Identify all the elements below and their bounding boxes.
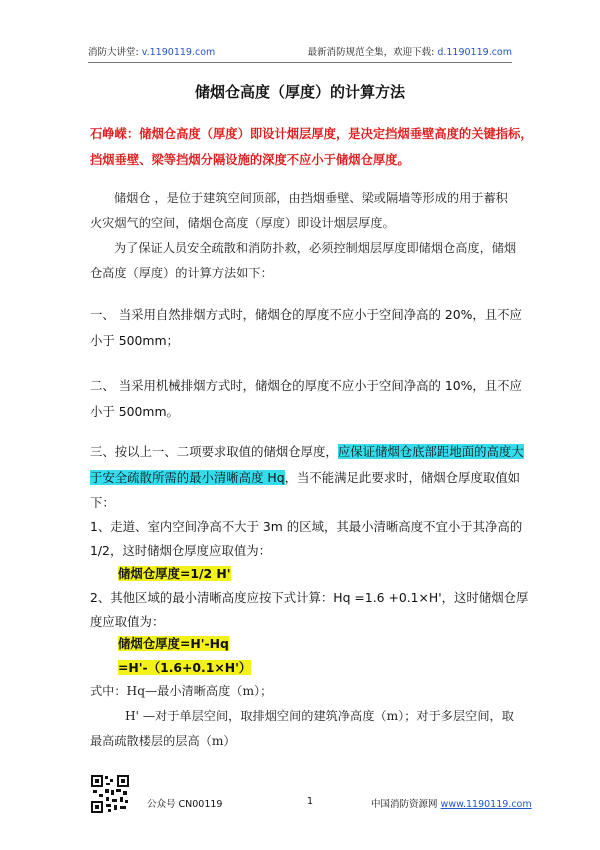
header-right bbox=[308, 44, 512, 58]
rule-3-suffix: ，当不能满足此要求时，储烟仓厚度取值如 bbox=[284, 470, 521, 485]
footer-site-link[interactable]: www.1190119.com bbox=[440, 799, 532, 810]
case-1-line-2: 1/2，这时储烟仓厚度应取值为： bbox=[90, 543, 272, 558]
header-right-link[interactable]: d.1190119.com bbox=[437, 47, 512, 58]
intro-paragraph-2-line-1: 为了保证人员安全疏散和消防扑救，必须控制烟层厚度即储烟仓高度，储烟 bbox=[114, 241, 517, 255]
case-2-line-1: 2、其他区域的最小清晰高度应按下式计算：Hq =1.6 +0.1×H'，这时储烟仓厚 bbox=[90, 590, 529, 605]
footer-site bbox=[371, 796, 532, 810]
rule-3-prefix: 三、按以上一、二项要求取值的储烟仓厚度， bbox=[90, 444, 338, 459]
rule-3-line-2 bbox=[90, 468, 520, 486]
header-left-link[interactable]: v.1190119.com bbox=[141, 47, 216, 58]
rule-1-line-1: 一、 当采用自然排烟方式时，储烟仓的厚度不应小于空间净高的 20%，且不应 bbox=[90, 307, 522, 322]
footer-page-number: 1 bbox=[307, 796, 314, 807]
intro-paragraph-1-line-2: 火灾烟气的空间，储烟仓高度（厚度）即设计烟层厚度。 bbox=[90, 216, 395, 230]
definition-2-line-2: 最高疏散楼层的层高（m） bbox=[90, 734, 236, 748]
case-2-formula-2-text: =H'-（1.6+0.1×H'） bbox=[118, 660, 252, 675]
case-1-formula-text: 储烟仓厚度=1/2 H' bbox=[118, 566, 231, 581]
footer-site-label: 中国消防资源网 bbox=[371, 799, 438, 810]
rule-2-line-1: 二、 当采用机械排烟方式时，储烟仓的厚度不应小于空间净高的 10%，且不应 bbox=[90, 378, 522, 393]
case-1-line-1: 1、走道、室内空间净高不大于 3m 的区域，其最小清晰高度不宜小于其净高的 bbox=[90, 519, 523, 534]
case-2-formula-2 bbox=[118, 658, 251, 676]
qr-code-icon bbox=[90, 774, 130, 814]
header-left-label: 消防大讲堂: bbox=[88, 47, 139, 58]
rule-1-line-2: 小于 500mm； bbox=[90, 333, 179, 348]
rule-3-line-3: 下： bbox=[90, 495, 115, 510]
case-2-formula-1-text: 储烟仓厚度=H'-Hq bbox=[118, 636, 229, 651]
definition-1: 式中：Hq—最小清晰高度（m）； bbox=[90, 684, 273, 698]
rule-3-line-1 bbox=[90, 442, 524, 460]
intro-paragraph-2-line-2: 仓高度（厚度）的计算方法如下： bbox=[90, 266, 273, 280]
header-right-label: 最新消防规范全集，欢迎下载: bbox=[307, 47, 435, 58]
definition-2-line-1: H' —对于单层空间，取排烟空间的建筑净高度（m）；对于多层空间，取 bbox=[125, 709, 514, 723]
case-2-line-2: 度应取值为： bbox=[90, 614, 165, 629]
rule-2-line-2: 小于 500mm。 bbox=[90, 404, 179, 419]
summary-line-1: 石峥嵘：储烟仓高度（厚度）即设计烟层厚度，是决定挡烟垂壁高度的关键指标， bbox=[90, 127, 533, 141]
document-title: 储烟仓高度（厚度）的计算方法 bbox=[194, 83, 405, 101]
summary-line-2: 挡烟垂壁、梁等挡烟分隔设施的深度不应小于储烟仓厚度。 bbox=[90, 153, 410, 167]
rule-3-highlight-2: 于安全疏散所需的最小清晰高度 Hq bbox=[90, 470, 285, 485]
header-left bbox=[88, 44, 215, 58]
rule-3-highlight-1: 应保证储烟仓底部距地面的高度大 bbox=[337, 444, 524, 459]
intro-paragraph-1-line-1: 储烟仓 ，是位于建筑空间顶部，由挡烟垂壁、梁或隔墙等形成的用于蓄积 bbox=[114, 191, 508, 205]
case-2-formula-1 bbox=[118, 634, 229, 652]
footer-wechat: 公众号 CN00119 bbox=[147, 799, 223, 810]
page-header bbox=[88, 44, 512, 63]
case-1-formula bbox=[118, 564, 231, 582]
